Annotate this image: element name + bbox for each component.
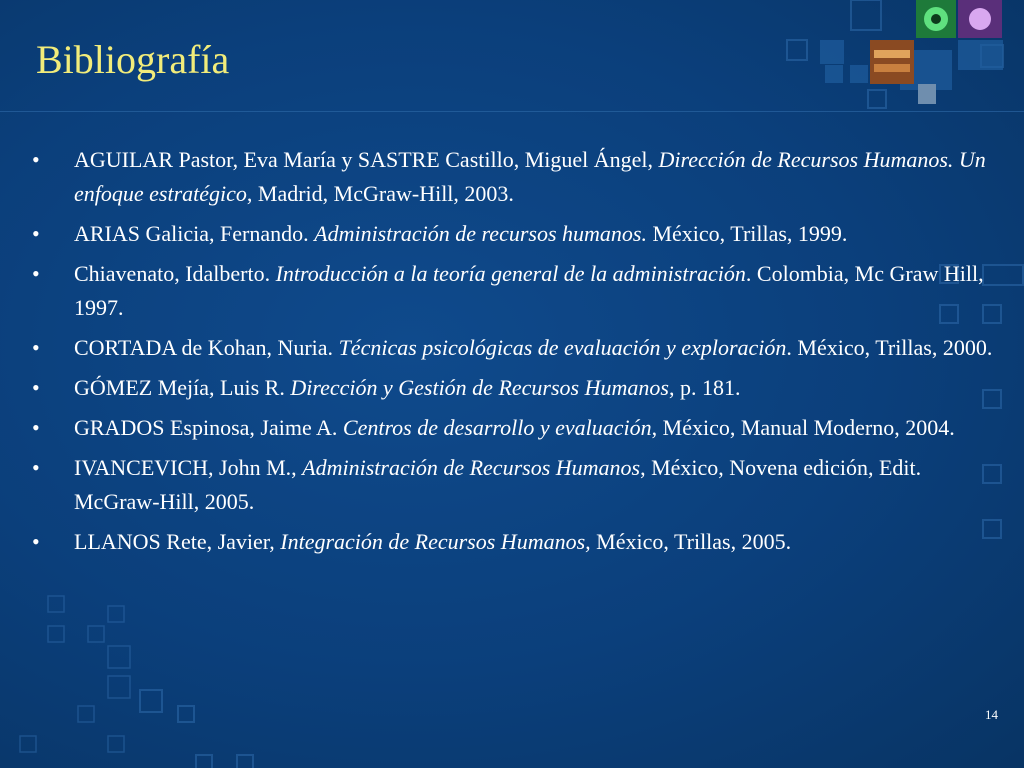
entry-work-title: Centros de desarrollo y evaluación [342,415,652,440]
entry-work-title: Dirección de Recursos Humanos. Un enfoque estratégico [74,147,986,206]
slide-title: Bibliografía [36,37,230,82]
entry-author: IVANCEVICH, John M., [74,455,303,480]
bibliography-entry [30,371,1000,405]
entry-publication: México, Trillas, 1999. [646,221,848,246]
bibliography-entry [30,143,1000,211]
bullet-icon: • [32,375,40,400]
title-divider [0,111,1024,112]
entry-publication: México, Trillas, 2005. [590,529,792,554]
entry-publication: . Colombia, Mc Graw Hill, 1997. [74,261,984,320]
bullet-icon: • [32,529,40,554]
entry-author: GRADOS Espinosa, Jaime A. [74,415,343,440]
entry-author: Chiavenato, Idalberto. [74,261,276,286]
entry-author: CORTADA de Kohan, Nuria. [74,335,339,360]
bullet-icon: • [32,415,40,440]
entry-work-title: Introducción a la teoría general de la administración [275,261,746,286]
entry-publication: . México, Trillas, 2000. [786,335,993,360]
bullet-icon: • [32,261,40,286]
entry-publication: , p. 181. [668,375,741,400]
entry-work-title: Técnicas psicológicas de evaluación y exploración [338,335,787,360]
entry-work-title: Administración de Recursos Humanos [302,455,641,480]
entry-publication: , México, Manual Moderno, 2004. [651,415,955,440]
bullet-icon: • [32,455,40,480]
entry-work-title: Administración de recursos humanos. [314,221,647,246]
bibliography-entry [30,331,1000,365]
entry-author: GÓMEZ Mejía, Luis R. [74,375,291,400]
entry-publication: , Madrid, McGraw-Hill, 2003. [246,181,514,206]
bibliography-entry [30,451,1000,519]
bullet-icon: • [32,147,40,172]
bibliography-list [30,143,1000,565]
entry-work-title: Integración de Recursos Humanos, [280,529,591,554]
bibliography-entry [30,257,1000,325]
bullet-icon: • [32,221,40,246]
bibliography-entry [30,217,1000,251]
bullet-icon: • [32,335,40,360]
entry-work-title: Dirección y Gestión de Recursos Humanos [290,375,669,400]
slide-page-number: 14 [985,707,998,722]
entry-author: AGUILAR Pastor, Eva María y SASTRE Castillo, Miguel Ángel, [74,147,659,172]
entry-author: ARIAS Galicia, Fernando. [74,221,315,246]
entry-author: LLANOS Rete, Javier, [74,529,281,554]
bibliography-entry [30,411,1000,445]
entry-publication: , México, Novena edición, Edit. McGraw-Hill, 2005. [74,455,922,514]
bibliography-entry [30,525,1000,559]
